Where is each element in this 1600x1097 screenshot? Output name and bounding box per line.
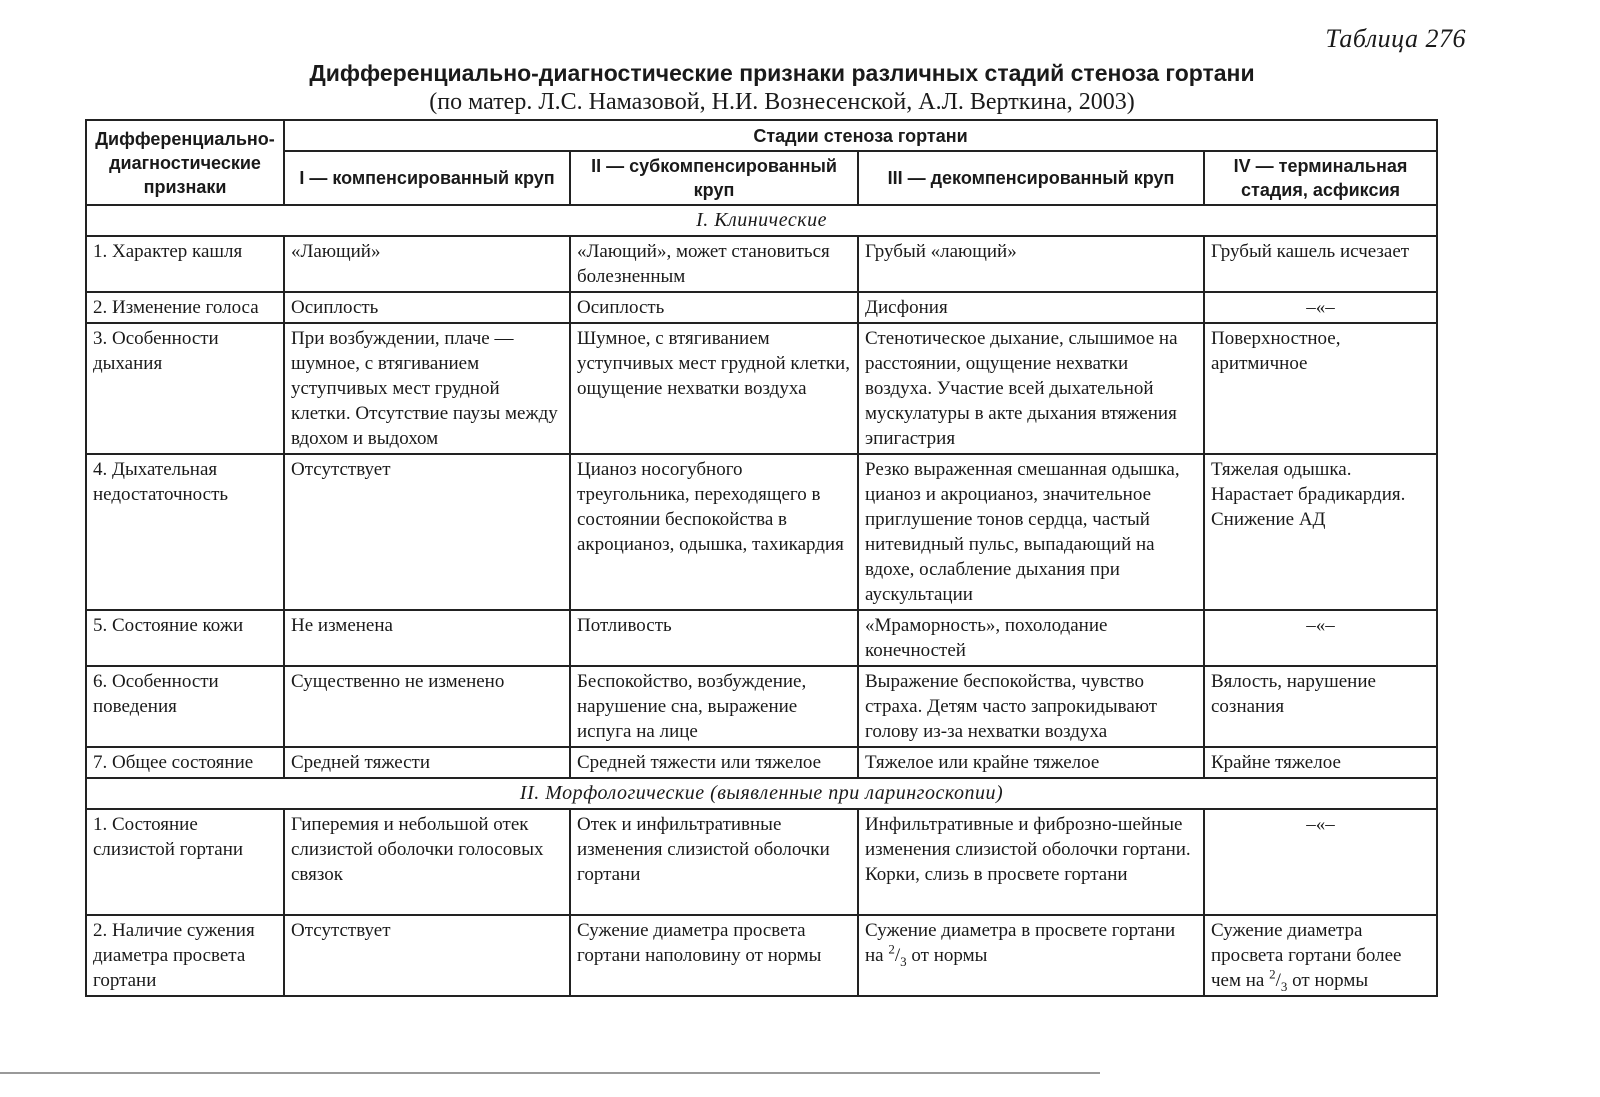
table-row [86, 292, 1437, 323]
table-cell: Цианоз носогубного треугольника, переходящего в состоянии беспокойства в акроцианоз, одышка, тахикардия [570, 454, 858, 610]
row-label: 1. Характер кашля [86, 236, 284, 292]
section-title-morphological: II. Морфологические (выявленные при ларингоскопии) [86, 778, 1437, 809]
table-cell: Сужение диаметра в просвете гортани на $^2/_3$ от нормы [858, 915, 1204, 996]
header-stages-group: Стадии стеноза гортани [284, 120, 1437, 151]
row-label: 2. Наличие сужения диаметра просвета гортани [86, 915, 284, 996]
diagnostic-table [85, 119, 1438, 997]
header-criteria: Дифференциально-диагностические признаки [86, 120, 284, 205]
table-cell: Дисфония [858, 292, 1204, 323]
page-edge-rule [0, 1072, 1100, 1074]
table-cell: Тяжелая одышка. Нарастает брадикардия. Снижение АД [1204, 454, 1437, 610]
section-row [86, 778, 1437, 809]
page-title: Дифференциально-диагностические признаки различных стадий стеноза гортани [309, 60, 1255, 86]
table-row [86, 915, 1437, 996]
table-cell: –«– [1204, 610, 1437, 666]
table-cell: При возбуждении, плаче — шумное, с втягиванием уступчивых мест грудной клетки. Отсутствие паузы между вдохом и выдохом [284, 323, 570, 454]
table-cell: –«– [1204, 809, 1437, 915]
table-cell: Грубый кашель исчезает [1204, 236, 1437, 292]
table-cell: Не изменена [284, 610, 570, 666]
table-cell: «Мраморность», похолодание конечностей [858, 610, 1204, 666]
table-row [86, 747, 1437, 778]
table-cell: Шумное, с втягиванием уступчивых мест грудной клетки, ощущение нехватки воздуха [570, 323, 858, 454]
table-cell: Отсутствует [284, 454, 570, 610]
header-stage-2: II — субкомпенсированный круп [570, 151, 858, 205]
table-cell: Грубый «лающий» [858, 236, 1204, 292]
table-cell: Крайне тяжелое [1204, 747, 1437, 778]
row-label: 4. Дыхательная недостаточность [86, 454, 284, 610]
table-cell: Сужение диаметра просвета гортани более чем на $^2/_3$ от нормы [1204, 915, 1437, 996]
table-row [86, 323, 1437, 454]
row-label: 2. Изменение голоса [86, 292, 284, 323]
section-title-clinical: I. Клинические [86, 205, 1437, 236]
table-cell: Существенно не изменено [284, 666, 570, 747]
table-cell: «Лающий», может становиться болезненным [570, 236, 858, 292]
table-cell: Отек и инфильтративные изменения слизистой оболочки гортани [570, 809, 858, 915]
table-number: Таблица 276 [1325, 24, 1466, 53]
table-cell: Потливость [570, 610, 858, 666]
table-row [86, 809, 1437, 915]
header-row-stages [86, 151, 1437, 205]
header-stage-1: I — компенсированный круп [284, 151, 570, 205]
table-cell: Осиплость [570, 292, 858, 323]
table-cell: Выражение беспокойства, чувство страха. Детям часто запрокидывают голову из-за нехватки воздуха [858, 666, 1204, 747]
table-cell: Поверхностное, аритмичное [1204, 323, 1437, 454]
table-cell: Тяжелое или крайне тяжелое [858, 747, 1204, 778]
page-subtitle: (по матер. Л.С. Намазовой, Н.И. Вознесенской, А.Л. Верткина, 2003) [429, 89, 1135, 115]
table-row [86, 666, 1437, 747]
header-row-group [86, 120, 1437, 151]
table-cell: Средней тяжести или тяжелое [570, 747, 858, 778]
table-row [86, 610, 1437, 666]
table-cell: –«– [1204, 292, 1437, 323]
table-row [86, 454, 1437, 610]
table-cell: Средней тяжести [284, 747, 570, 778]
row-label: 3. Особенности дыхания [86, 323, 284, 454]
row-label: 6. Особенности поведения [86, 666, 284, 747]
header-stage-4: IV — терминальная стадия, асфиксия [1204, 151, 1437, 205]
table-cell: «Лающий» [284, 236, 570, 292]
table-cell: Гиперемия и небольшой отек слизистой оболочки голосовых связок [284, 809, 570, 915]
table-row [86, 236, 1437, 292]
table-cell: Инфильтративные и фиброзно-шейные изменения слизистой оболочки гортани. Корки, слизь в просвете гортани [858, 809, 1204, 915]
row-label: 1. Состояние слизистой гортани [86, 809, 284, 915]
row-label: 7. Общее состояние [86, 747, 284, 778]
table-cell: Стенотическое дыхание, слышимое на расстоянии, ощущение нехватки воздуха. Участие всей дыхательной мускулатуры в акте дыхания втяжения эпигастрия [858, 323, 1204, 454]
table-cell: Беспокойство, возбуждение, нарушение сна, выражение испуга на лице [570, 666, 858, 747]
header-stage-3: III — декомпенсированный круп [858, 151, 1204, 205]
table-cell: Вялость, нарушение сознания [1204, 666, 1437, 747]
row-label: 5. Состояние кожи [86, 610, 284, 666]
table-cell: Резко выраженная смешанная одышка, цианоз и акроцианоз, значительное приглушение тонов сердца, частый нитевидный пульс, выпадающий на вдохе, ослабление дыхания при аускультации [858, 454, 1204, 610]
section-row [86, 205, 1437, 236]
table-cell: Отсутствует [284, 915, 570, 996]
table-cell: Осиплость [284, 292, 570, 323]
table-cell: Сужение диаметра просвета гортани наполовину от нормы [570, 915, 858, 996]
